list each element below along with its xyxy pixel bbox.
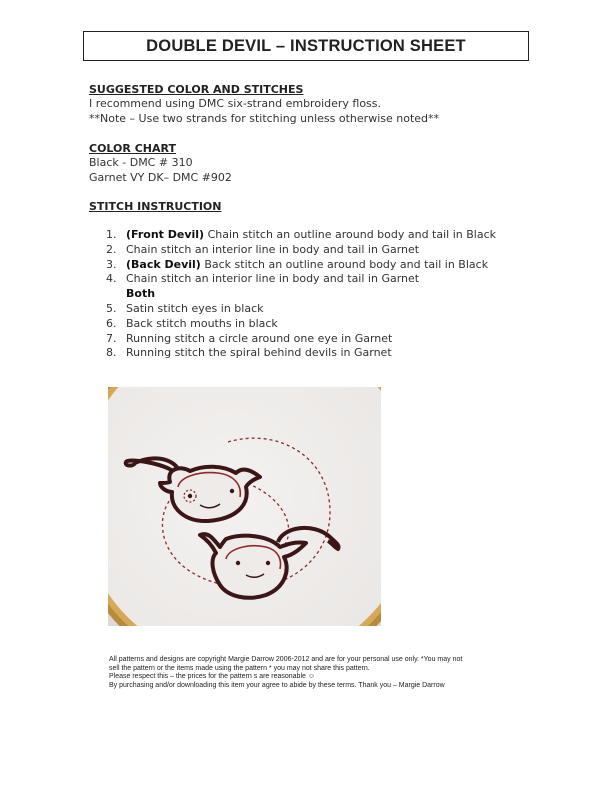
step-item [106,346,526,361]
step-item [106,332,526,347]
eye-icon [188,494,192,498]
step-number: 5. [106,301,117,315]
stitch-heading: STITCH INSTRUCTION [89,200,222,213]
embroidery-photo [108,387,381,626]
step-item [106,258,526,273]
step-item [106,317,526,332]
step-bold-label: (Back Devil) [126,257,201,271]
step-number: 3. [106,257,117,271]
step-item [106,228,526,243]
step-text: Back stitch mouths in black [126,316,278,330]
step-item [106,243,526,258]
footer-line-3: Please respect this – the prices for the pattern s are reasonable ☺ [109,673,315,681]
title-box [83,31,529,61]
copyright-footer [109,656,462,690]
step-text: Chain stitch an interior line in body and tail in Garnet [126,272,420,286]
step-text: Back stitch an outline around body and tail in Black [200,257,489,271]
suggested-line-2: **Note – Use two strands for stitching unless otherwise noted** [89,112,440,125]
step-text: Chain stitch an interior line in body and tail in Garnet [126,242,420,256]
step-bold-label: (Front Devil) [126,228,205,241]
page-title: DOUBLE DEVIL – INSTRUCTION SHEET [146,36,466,55]
stitch-steps-list [106,228,526,361]
footer-line-2: sell the pattern or the items made using the pattern * you may not share this pattern. [109,664,370,672]
eye-icon [266,561,270,565]
step-number: 8. [106,346,117,360]
suggested-line-1: I recommend using DMC six-strand embroidery floss. [89,97,382,110]
step-text: Running stitch a circle around one eye in Garnet [126,331,393,345]
step-text: Chain stitch an outline around body and tail in Black [204,228,497,241]
footer-line-1: All patterns and designs are copyright Margie Darrow 2006-2012 and are for your personal use only. *You may not [109,656,463,663]
both-label: Both [126,287,156,301]
step-item [106,272,526,287]
embroidery-illustration [108,387,381,626]
step-number: 7. [106,331,117,345]
footer-line-4: By purchasing and/or downloading this item your agree to abide by these terms. Thank you – Margie Darrow [109,681,445,689]
step-text: Running stitch the spiral behind devils in Garnet [126,346,392,360]
color-chart-line-1: Black - DMC # 310 [89,156,193,169]
color-chart-line-2: Garnet VY DK– DMC #902 [89,171,232,184]
eye-icon [236,561,240,565]
step-text: Satin stitch eyes in black [126,301,264,315]
step-number: 2. [106,242,117,256]
suggested-heading: SUGGESTED COLOR AND STITCHES [89,83,304,96]
step-number: 4. [106,272,117,286]
step-number: 6. [106,316,117,330]
eye-icon [230,489,234,493]
step-number: 1. [106,228,117,241]
step-item [106,302,526,317]
color-chart-heading: COLOR CHART [89,142,176,155]
